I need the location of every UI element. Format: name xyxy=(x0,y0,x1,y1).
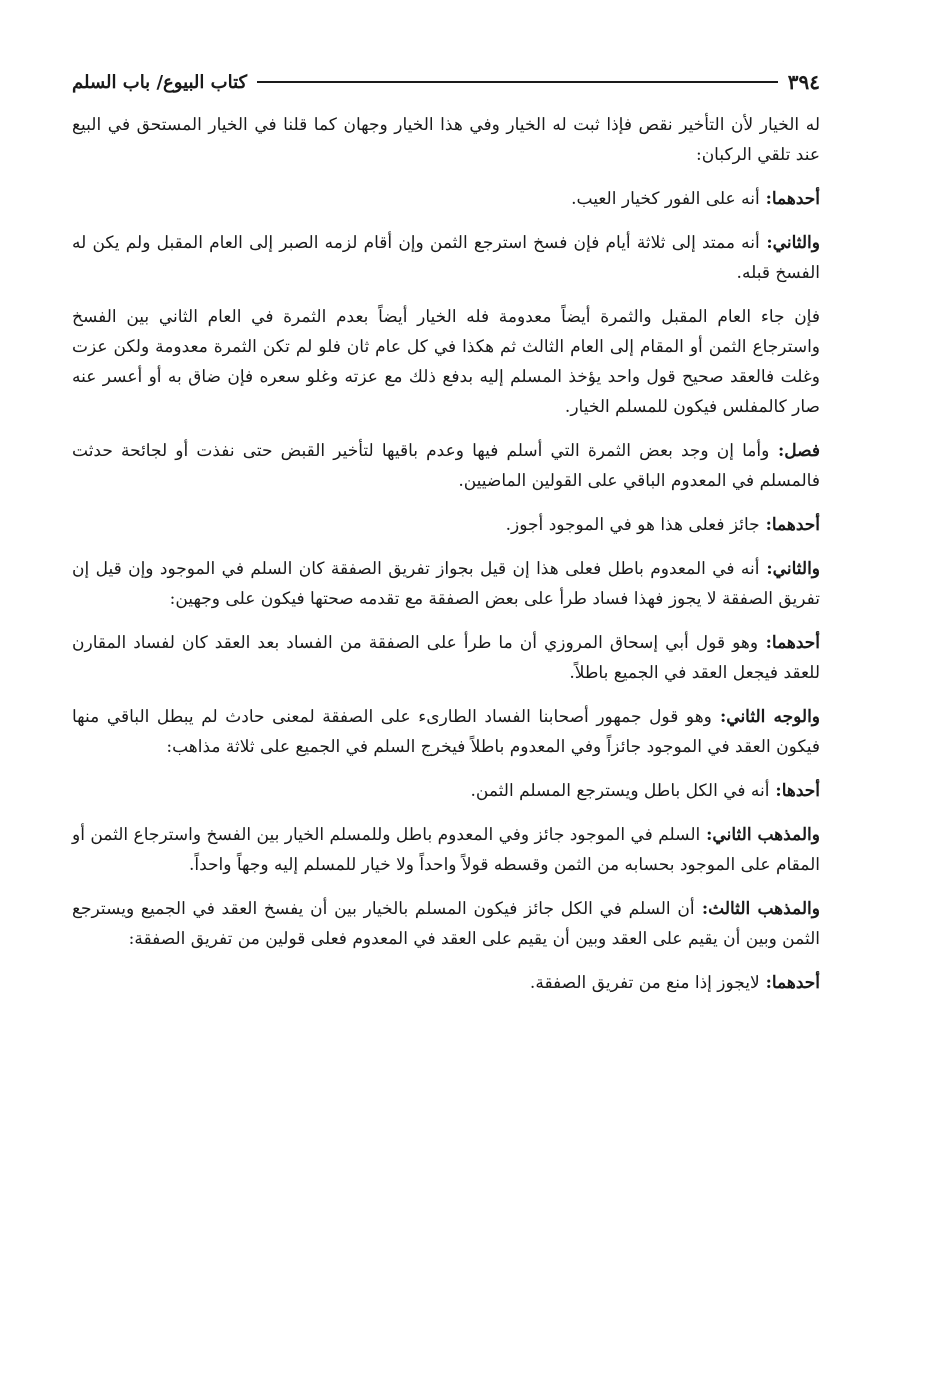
paragraph xyxy=(72,436,820,496)
paragraph-text: جائز فعلى هذا هو في الموجود أجوز. xyxy=(505,515,760,535)
paragraph-label: والمذهب الثالث: xyxy=(701,899,820,919)
paragraph-label: والوجه الثاني: xyxy=(720,707,821,727)
paragraph xyxy=(72,820,820,880)
paragraph-text: وأما إن وجد بعض الثمرة التي أسلم فيها وعدم باقيها لتأخير القبض حتى نفذت أو لجائحة حدثت فالمسلم في المعدوم الباقي على القولين الماضيين. xyxy=(72,441,820,491)
paragraph-label: والمذهب الثاني: xyxy=(706,825,820,845)
paragraph-text: لايجوز إذا منع من تفريق الصفقة. xyxy=(529,973,760,993)
paragraph-text: له الخيار لأن التأخير نقص فإذا ثبت له الخيار وفي هذا الخيار وجهان كما قلنا في الخيار المستحق في البيع عند تلقي الركبان: xyxy=(72,115,820,165)
paragraph-label: فصل: xyxy=(777,441,820,461)
paragraph-label: أحدهما: xyxy=(765,633,821,653)
paragraph-text: أنه على الفور كخيار العيب. xyxy=(571,189,760,209)
paragraph-label: والثاني: xyxy=(766,233,820,253)
paragraph-label: أحدها: xyxy=(775,781,820,801)
paragraph xyxy=(72,110,820,170)
body-text xyxy=(72,110,820,998)
paragraph xyxy=(72,302,820,422)
paragraph-text: وهو قول جمهور أصحابنا الفساد الطارىء على الصفقة لمعنى حادث لم يبطل الباقي منها فيكون العقد في الموجود جائزاً وفي المعدوم باطلاً فيخرج السلم في الجميع على ثلاثة مذاهب: xyxy=(72,707,820,757)
paragraph xyxy=(72,628,820,688)
paragraph xyxy=(72,894,820,954)
paragraph-text: أنه في الكل باطل ويسترجع المسلم الثمن. xyxy=(470,781,770,801)
paragraph xyxy=(72,776,820,806)
paragraph-label: والثاني: xyxy=(766,559,821,579)
paragraph-label: أحدهما: xyxy=(765,189,820,209)
paragraph xyxy=(72,228,820,288)
paragraph-label: أحدهما: xyxy=(765,515,820,535)
paragraph xyxy=(72,554,820,614)
paragraph xyxy=(72,702,820,762)
paragraph-text: وهو قول أبي إسحاق المروزي أن ما طرأ على الصفقة من الفساد بعد العقد كان لفساد المقارن للعقد فيجعل العقد في الجميع باطلاً. xyxy=(72,633,820,683)
page-header xyxy=(72,62,820,102)
paragraph xyxy=(72,968,820,998)
paragraph xyxy=(72,510,820,540)
paragraph-text: أنه في المعدوم باطل فعلى هذا إن قيل بجواز تفريق الصفقة كان السلم في الموجود وإن قيل إن تفريق الصفقة لا يجوز فهذا فساد طرأ على بعض الصفقة مع تقدمه صحتها فيكون على وجهين: xyxy=(72,559,820,609)
paragraph-label: أحدهما: xyxy=(765,973,820,993)
page xyxy=(72,62,820,1012)
page-number: ٣٩٤ xyxy=(787,70,820,94)
paragraph xyxy=(72,184,820,214)
paragraph-text: فإن جاء العام المقبل والثمرة أيضاً معدومة فله الخيار أيضاً بعدم الثمرة في العام الثاني بين الفسخ واسترجاع الثمن أو المقام إلى العام الثالث ثم هكذا في كل عام ثان فلو لم تكن الثمرة معدومة ولكن عزت وغلت فالعقد صحيح قول واحد يؤخذ المسلم إليه بدفع ذلك مع عزته وغلو سعره فإن ضاق به أو أعسر عنه صار كالمفلس فيكون للمسلم الخيار. xyxy=(72,307,820,417)
paragraph-text: أن السلم في الكل جائز فيكون المسلم بالخيار بين أن يفسخ العقد في الجميع ويسترجع الثمن وبين أن يقيم على العقد وبين أن يقيم على العقد في المعدوم فعلى قولين من تفريق الصفقة: xyxy=(72,899,820,949)
paragraph-text: السلم في الموجود جائز وفي المعدوم باطل وللمسلم الخيار بين الفسخ واسترجاع الثمن أو المقام على الموجود بحسابه من الثمن وقسطه قولاً واحداً ولا خيار للمسلم إليه وجهاً واحداً. xyxy=(72,825,820,875)
paragraph-text: أنه ممتد إلى ثلاثة أيام فإن فسخ استرجع الثمن وإن أقام لزمه الصبر إلى العام المقبل ولم يكن له الفسخ قبله. xyxy=(72,233,820,283)
running-title: كتاب البيوع/ باب السلم xyxy=(72,71,248,93)
header-rule xyxy=(257,81,778,83)
